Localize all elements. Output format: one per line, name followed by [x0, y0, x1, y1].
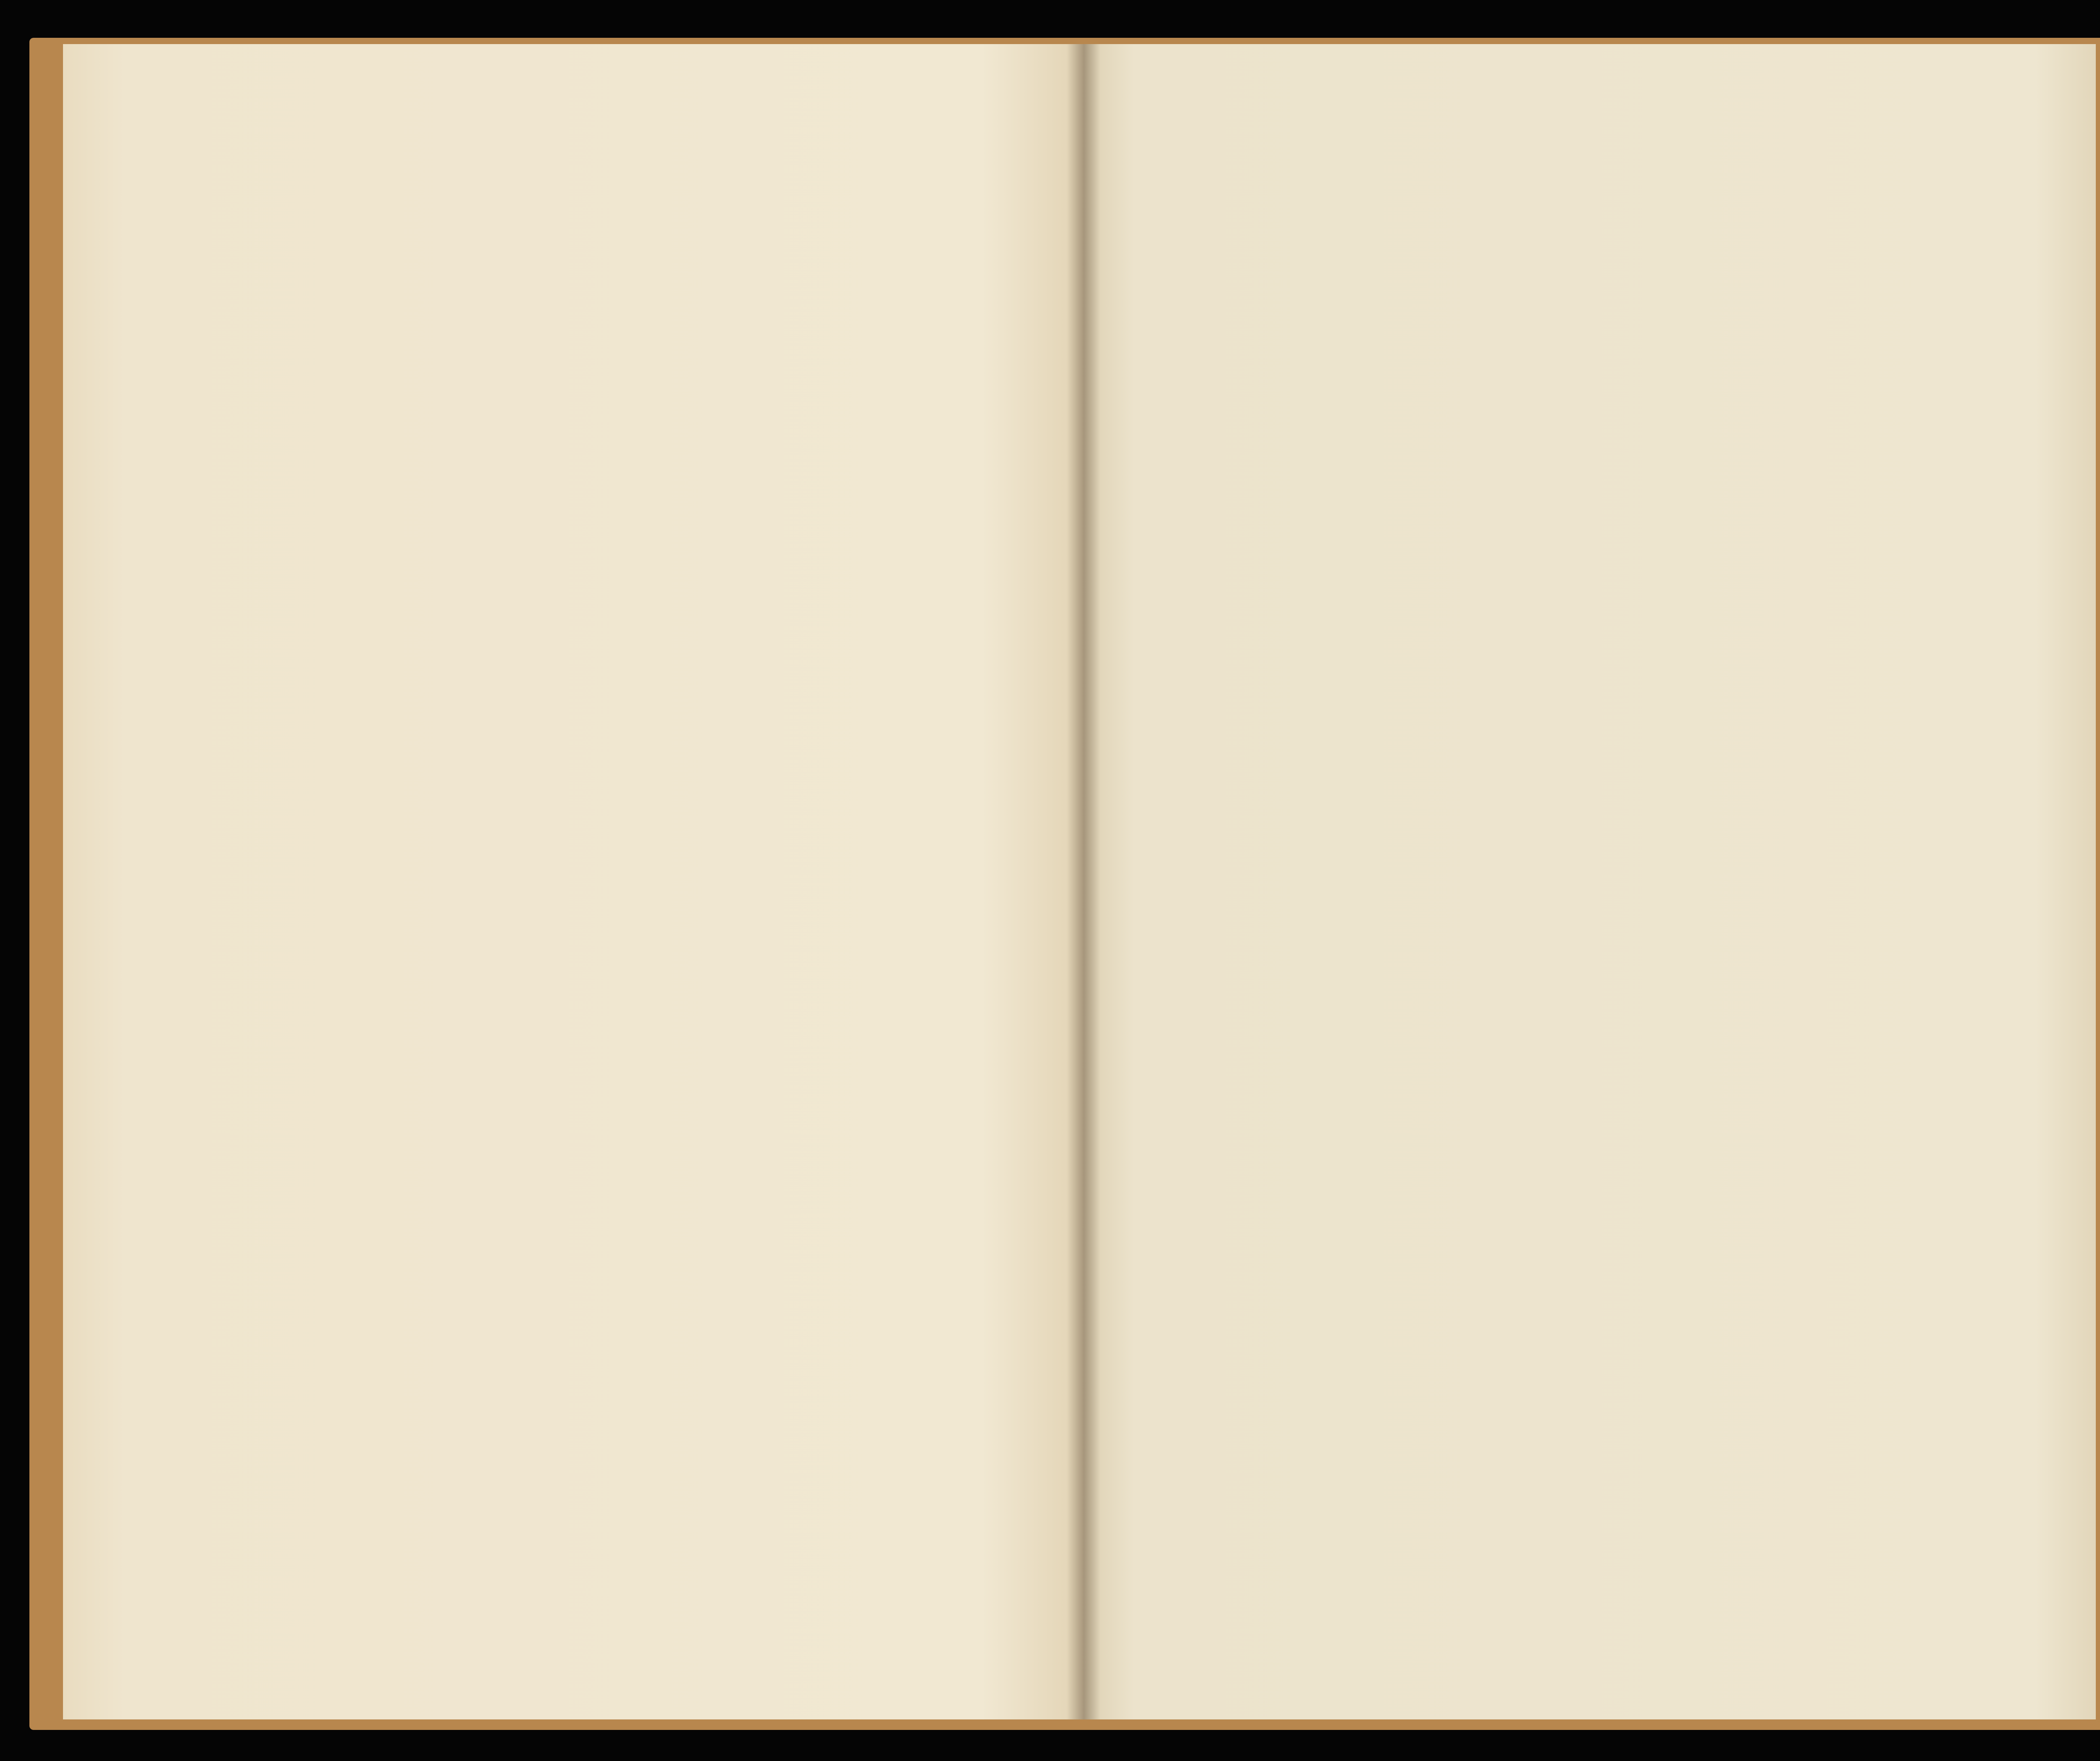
- book-gutter: [1067, 44, 1100, 1719]
- left-page: [63, 44, 1084, 1719]
- right-page: [1084, 44, 2096, 1719]
